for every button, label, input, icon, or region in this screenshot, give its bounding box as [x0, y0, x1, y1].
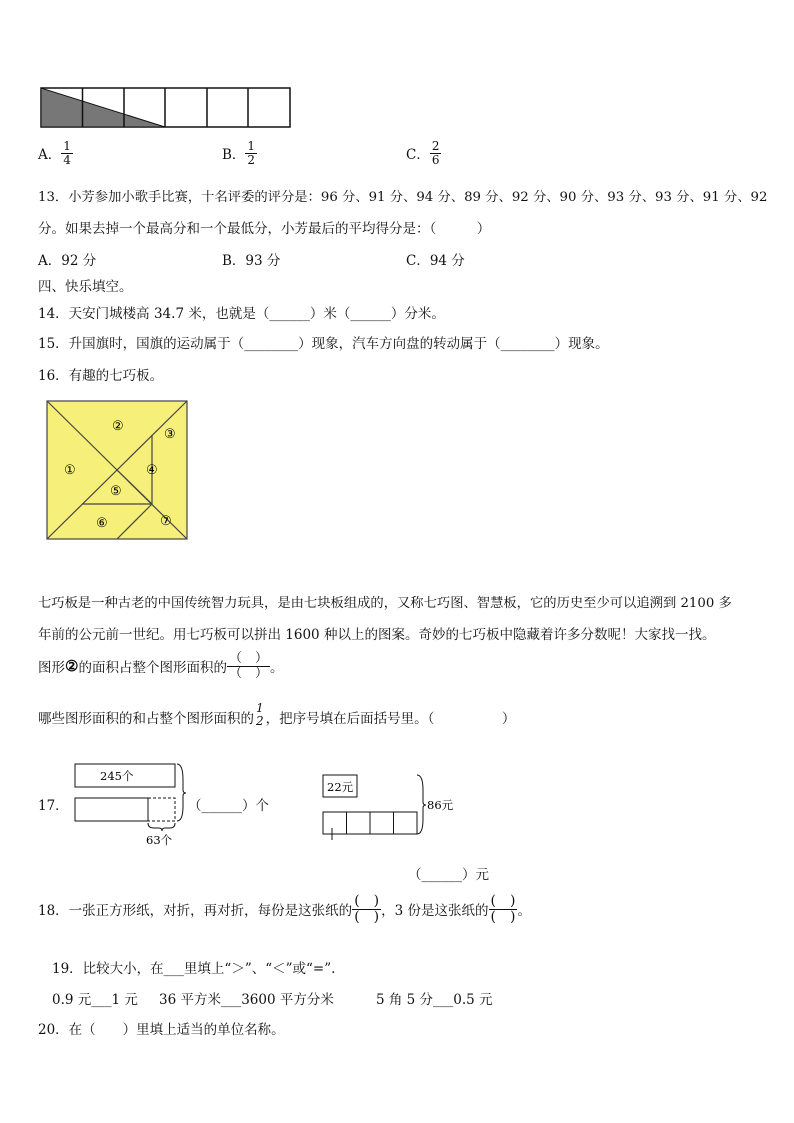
q17-right-diagram — [320, 772, 460, 842]
q13-option-c[interactable]: C．94 分 — [406, 253, 465, 269]
tangram-piece-label-7: ⑦ — [160, 514, 172, 529]
q15: 15．升国旗时，国旗的运动属于（________）现象，汽车方向盘的转动属于（________）现象。 — [38, 336, 609, 352]
tangram-figure — [46, 400, 190, 542]
tangram-piece-label-1: ① — [64, 463, 76, 478]
q12-option-b[interactable]: B． $\frac{1}{2}$ — [222, 139, 256, 167]
q17-left-diagram — [74, 760, 186, 850]
q16-title: 16．有趣的七巧板。 — [38, 368, 164, 384]
q16-paragraph-line2: 年前的公元前一世纪。用七巧板可以拼出 1600 种以上的图案。奇妙的七巧板中隐藏着许多分数呢！大家找一找。 — [38, 627, 716, 643]
q13-line2: 分。如果去掉一个最高分和一个最低分，小芳最后的平均得分是：（ ） — [38, 221, 491, 237]
q19-item-2[interactable]: 36 平方米___3600 平方分米 — [159, 992, 334, 1008]
q17-left-answer[interactable]: （______）个 — [188, 798, 269, 814]
q14: 14．天安门城楼高 34.7 米，也就是（______）米（______）分米。 — [38, 306, 445, 322]
tangram-piece-label-4: ④ — [146, 463, 158, 478]
tangram-piece-label-2: ② — [112, 419, 124, 434]
q17-left-top-label: 245个 — [100, 769, 134, 783]
total-price-label: 86元 — [427, 798, 454, 812]
fraction-strip-figure — [40, 87, 292, 129]
q16-question-a: 图形②的面积占整个图形面积的 $\frac{( )}{( )}$ 。 — [38, 651, 284, 681]
q17-left-bottom-label: 63个 — [146, 833, 173, 847]
q12-option-c[interactable]: C． $\frac{2}{6}$ — [406, 139, 440, 167]
tangram-piece-label-6: ⑥ — [96, 516, 108, 531]
q16-paragraph-line1: 七巧板是一种古老的中国传统智力玩具，是由七块板组成的，又称七巧图、智慧板，它的历史至少可以追溯到 2100 多 — [38, 596, 732, 611]
q17-right-answer[interactable]: （______）元 — [408, 867, 489, 883]
q19-title: 19．比较大小，在___里填上“＞”、“＜”或“=”. — [52, 961, 336, 977]
bottom-bar-dashed — [148, 798, 175, 821]
q13-option-b[interactable]: B．93 分 — [222, 253, 281, 269]
bottom-bar — [75, 798, 148, 821]
q19-item-1[interactable]: 0.9 元___1 元 — [52, 992, 138, 1008]
q17-label: 17． — [38, 798, 69, 814]
q18: 18．一张正方形纸，对折，再对折，每份是这张纸的 $\frac{( )}{( )}$ ，3 份是这张纸的 $\frac{( )}{( )}$ 。 — [38, 893, 531, 925]
price-box-label: 22元 — [327, 780, 354, 794]
tangram-piece-label-5: ⑤ — [110, 484, 122, 499]
q12-option-a[interactable]: A． $\frac{1}{4}$ — [38, 139, 71, 167]
q16-question-b: 哪些图形面积的和占整个图形面积的 1 2 ，把序号填在后面括号里。（ ） — [38, 701, 516, 728]
q20: 20．在（ ）里填上适当的单位名称。 — [38, 1022, 285, 1038]
answer-fraction-blank-2[interactable]: $\frac{( )}{( )}$ — [490, 893, 516, 925]
q13-line1: 13．小芳参加小歌手比赛，十名评委的评分是：96 分、91 分、94 分、89 分、92 分、90 分、93 分、93 分、91 分、92 — [38, 190, 768, 205]
q19-item-3[interactable]: 5 角 5 分___0.5 元 — [376, 992, 493, 1008]
answer-fraction-blank[interactable]: $\frac{( )}{( )}$ — [228, 651, 268, 681]
section-heading: 四、快乐填空。 — [38, 279, 133, 295]
tangram-piece-label-3: ③ — [164, 427, 176, 442]
q13-option-a[interactable]: A．92 分 — [38, 253, 97, 269]
answer-fraction-blank-1[interactable]: $\frac{( )}{( )}$ — [354, 893, 380, 925]
